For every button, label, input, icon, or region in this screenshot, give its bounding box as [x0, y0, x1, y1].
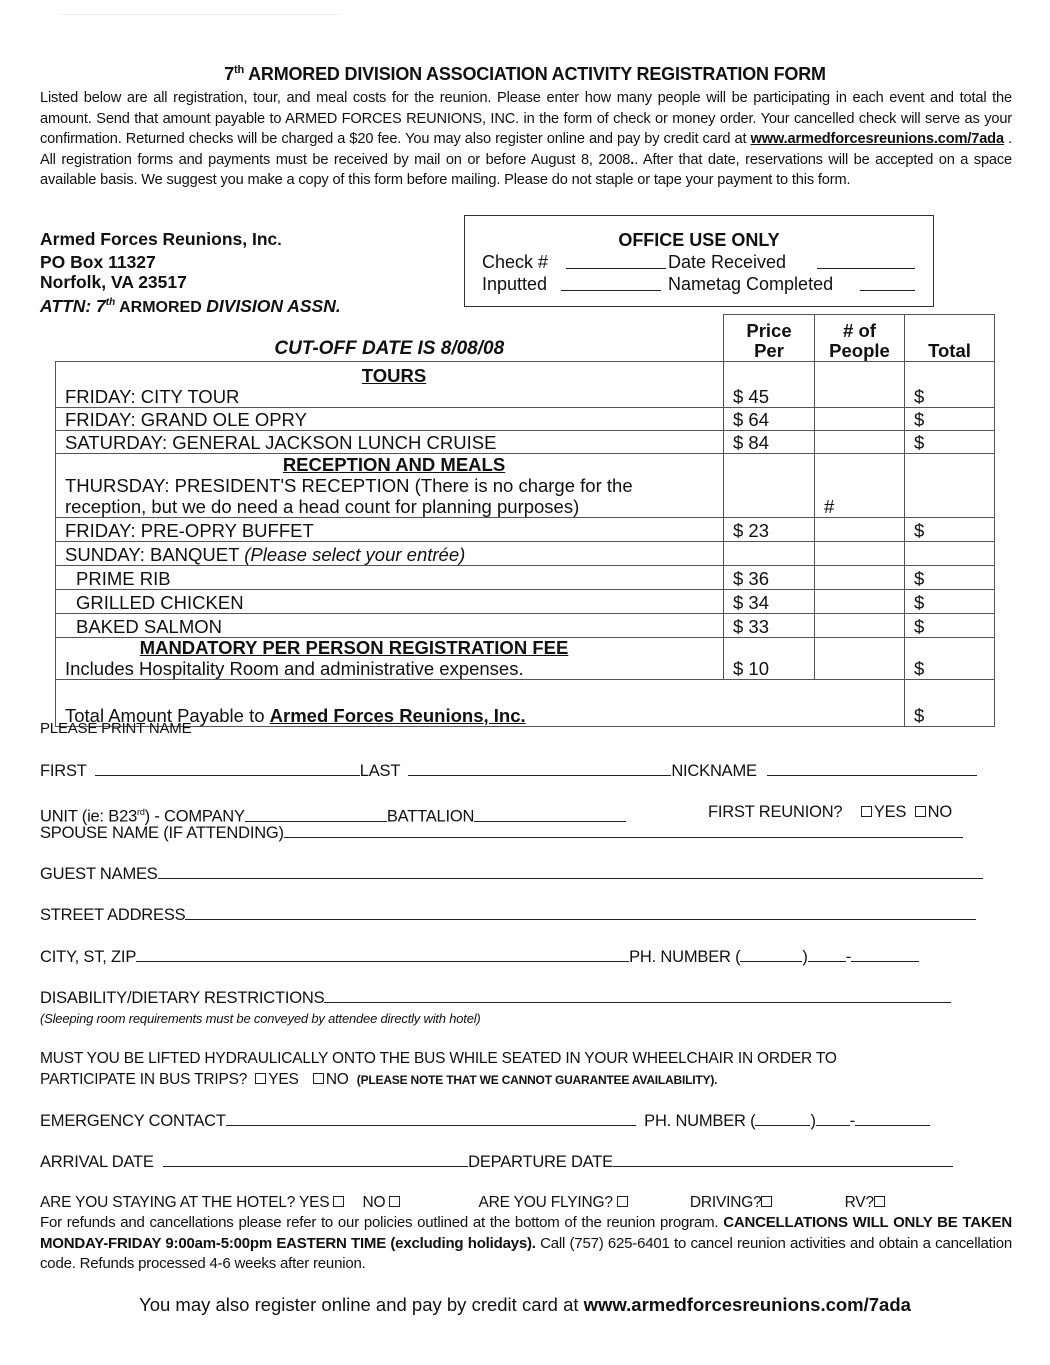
entree-label: PRIME RIB: [56, 566, 724, 590]
name-row: [40, 760, 977, 781]
disability-row: [40, 987, 951, 1008]
arrival-date-field[interactable]: [163, 1151, 468, 1167]
phone-label: PH. NUMBER (: [629, 948, 741, 966]
first-name-field[interactable]: [95, 760, 360, 776]
guest-names-field[interactable]: [158, 863, 983, 879]
tour-people-input[interactable]: [815, 408, 905, 431]
entree-people-input[interactable]: [815, 566, 905, 590]
sleeping-room-note: (Sleeping room requirements must be conveyed by attendee directly with hotel): [40, 1011, 481, 1026]
first-reunion-row: [708, 802, 952, 822]
tour-label: FRIDAY: CITY TOUR: [65, 386, 240, 407]
attn-prefix: ATTN: 7: [40, 295, 106, 316]
reception-line-1: THURSDAY: PRESIDENT'S RECEPTION (There is no charge for the: [65, 475, 633, 496]
col-people-header: [815, 315, 905, 362]
last-name-label: LAST: [359, 762, 400, 780]
city-row: [40, 946, 919, 967]
city-st-zip-label: CITY, ST, ZIP: [40, 948, 137, 966]
lift-question-line-2: [40, 1070, 717, 1090]
intro-text-3: . After that date, reservations will be accepted on a space available basis. We suggest you make a copy of this form before mailing. Please do not staple or tape your payment to this form.: [40, 151, 1012, 189]
refund-cancellation-hours: CANCELLATIONS WILL ONLY BE TAKEN MONDAY-FRIDAY 9:00am-5:00pm EASTERN TIME (excluding holidays).: [40, 1214, 1012, 1252]
battalion-label: BATTALION: [386, 807, 475, 826]
registration-table: [55, 314, 995, 727]
col-price-header: [724, 315, 815, 362]
hotel-question-label: ARE YOU STAYING AT THE HOTEL? YES: [40, 1194, 330, 1211]
departure-date-label: DEPARTURE DATE: [468, 1153, 613, 1171]
intro-period: .: [630, 151, 635, 168]
table-row: [56, 518, 995, 542]
dates-row: [40, 1151, 953, 1172]
buffet-total[interactable]: $: [905, 518, 995, 542]
attn-mid: ARMORED: [115, 298, 207, 316]
refund-policy: [40, 1213, 1012, 1275]
unit-label-prefix: UNIT (ie: B23: [40, 807, 138, 826]
grand-total-row: [56, 680, 995, 727]
entree-total[interactable]: $: [905, 614, 995, 638]
nickname-field[interactable]: [767, 760, 977, 776]
hotel-no-checkbox[interactable]: [389, 1196, 400, 1207]
banquet-note: (Please select your entrée): [244, 544, 466, 565]
disability-field[interactable]: [324, 987, 951, 1003]
office-row-2: [465, 273, 933, 295]
phone-prefix-field[interactable]: [808, 946, 846, 962]
entree-price: $ 34: [724, 590, 815, 614]
nickname-label: NICKNAME: [671, 762, 757, 780]
title-number: 7: [224, 64, 234, 84]
table-row: [56, 454, 995, 518]
street-address-field[interactable]: [185, 904, 976, 920]
travel-row: [40, 1193, 887, 1213]
driving-checkbox[interactable]: [761, 1196, 772, 1207]
fee-heading: MANDATORY PER PERSON REGISTRATION FEE: [139, 637, 569, 658]
fee-people-input[interactable]: [815, 638, 905, 680]
city-st-zip-field[interactable]: [136, 946, 629, 962]
tour-label: SATURDAY: GENERAL JACKSON LUNCH CRUISE: [56, 431, 724, 454]
grand-total-payee: Armed Forces Reunions, Inc.: [269, 705, 526, 726]
banquet-cell: [56, 542, 724, 566]
disability-label: DISABILITY/DIETARY RESTRICTIONS: [40, 989, 325, 1007]
phone-close-paren: ): [802, 948, 808, 966]
date-received-field[interactable]: [817, 251, 915, 269]
first-reunion-label: FIRST REUNION?: [708, 803, 843, 821]
entree-label: GRILLED CHICKEN: [56, 590, 724, 614]
inputted-field[interactable]: [561, 273, 661, 291]
emergency-contact-label: EMERGENCY CONTACT: [40, 1112, 226, 1130]
spouse-label: SPOUSE NAME (IF ATTENDING): [40, 824, 284, 842]
tour-total[interactable]: $: [905, 408, 995, 431]
col-price-line1: Price: [746, 320, 792, 341]
hotel-no-label: NO: [362, 1194, 386, 1211]
spouse-field[interactable]: [284, 822, 963, 838]
col-total-header: Total: [905, 315, 995, 362]
nametag-completed-label: Nametag Completed: [668, 274, 834, 294]
table-row: [56, 566, 995, 590]
col-people-line1: # of: [843, 320, 876, 341]
tour-price: $ 45: [724, 362, 815, 408]
tour-city-cell: [56, 362, 724, 408]
table-row: [56, 362, 995, 408]
office-row-1: [465, 251, 933, 273]
entree-label: BAKED SALMON: [56, 614, 724, 638]
arrival-date-label: ARRIVAL DATE: [40, 1153, 154, 1171]
fee-cell: [56, 638, 724, 680]
emergency-prefix-field[interactable]: [816, 1110, 850, 1126]
street-row: [40, 904, 976, 925]
inputted-label: Inputted: [482, 274, 548, 294]
table-row: [56, 638, 995, 680]
intro-website-link[interactable]: www.armedforcesreunions.com/7ada: [750, 131, 1004, 148]
title-sup: th: [234, 64, 244, 76]
reception-line-2: reception, but we do need a head count for planning purposes): [65, 496, 580, 517]
spouse-row: [40, 822, 963, 843]
flying-label: ARE YOU FLYING?: [478, 1194, 613, 1211]
footer-text: You may also register online and pay by credit card at: [139, 1294, 584, 1315]
first-reunion-yes-checkbox[interactable]: [861, 806, 872, 817]
refund-text-1: For refunds and cancellations please refer to our policies outlined at the bottom of the reunion program.: [40, 1214, 724, 1231]
fee-label: Includes Hospitality Room and administrative expenses.: [65, 658, 524, 679]
guest-names-label: GUEST NAMES: [40, 865, 158, 883]
attn-sup: th: [105, 296, 116, 308]
address-company: Armed Forces Reunions, Inc: [40, 229, 278, 249]
emergency-line-field[interactable]: [855, 1110, 930, 1126]
date-received-label: Date Received: [668, 252, 787, 272]
reception-people-input[interactable]: #: [815, 454, 905, 518]
banquet-price: [724, 542, 815, 566]
tour-people-input[interactable]: [815, 362, 905, 408]
meals-heading: RECEPTION AND MEALS: [282, 454, 506, 475]
intro-text-2: . All registration forms and payments must be received by mail on or before August 8, 2008: [40, 131, 1012, 168]
tours-heading: TOURS: [361, 365, 427, 386]
reception-total: [905, 454, 995, 518]
check-number-label: Check #: [482, 252, 549, 272]
phone-line-field[interactable]: [851, 946, 919, 962]
first-reunion-no-checkbox[interactable]: [915, 806, 926, 817]
tour-total[interactable]: $: [905, 362, 995, 408]
grand-total-value[interactable]: $: [905, 680, 995, 727]
company-field[interactable]: [245, 806, 387, 822]
col-price-line2: Per: [754, 340, 784, 361]
footer-website-link[interactable]: www.armedforcesreunions.com/7ada: [583, 1294, 911, 1315]
hotel-yes-checkbox[interactable]: [333, 1196, 344, 1207]
intro-text-1: Listed below are all registration, tour, and meal costs for the reunion. Please enter how many people will be participating in each event and total the amount. Send that amount payable to ARMED FORCES REUNIONS, INC. in the form of check or money order. Your cancelled check will serve as your confirmation. Returned checks will be charged a $20 fee. You may also register online and pay by credit card at: [40, 90, 1012, 148]
driving-label: DRIVING?: [689, 1194, 762, 1211]
phone-dash: -: [845, 948, 851, 966]
rv-label: RV?: [844, 1194, 874, 1211]
emergency-close-paren: ): [810, 1112, 816, 1130]
attn-end: DIVISION ASSN.: [206, 295, 341, 316]
rv-checkbox[interactable]: [874, 1196, 885, 1207]
table-row: [56, 614, 995, 638]
guest-row: [40, 863, 983, 884]
tour-total[interactable]: $: [905, 431, 995, 454]
intro-paragraph: [40, 88, 1012, 191]
emergency-contact-field[interactable]: [226, 1110, 636, 1126]
emergency-area-code-field[interactable]: [755, 1110, 810, 1126]
address-name: [40, 229, 341, 252]
reception-cell: [56, 454, 724, 518]
tour-price: $ 84: [724, 431, 815, 454]
address-suffix: .: [277, 232, 282, 249]
entree-people-input[interactable]: [815, 590, 905, 614]
address-city: Norfolk, VA 23517: [40, 272, 187, 292]
tour-label: FRIDAY: GRAND OLE OPRY: [56, 408, 724, 431]
col-people-line2: People: [829, 340, 890, 361]
address-po-box: PO Box 11327: [40, 251, 156, 272]
table-row: [56, 542, 995, 566]
lift-yes-label: YES: [268, 1071, 299, 1088]
lift-yes-checkbox[interactable]: [255, 1073, 266, 1084]
departure-date-field[interactable]: [613, 1151, 953, 1167]
lift-availability-note: (PLEASE NOTE THAT WE CANNOT GUARANTEE AVAILABILITY).: [356, 1073, 718, 1087]
last-name-field[interactable]: [408, 760, 671, 776]
buffet-label: FRIDAY: PRE-OPRY BUFFET: [56, 518, 724, 542]
nametag-completed-field[interactable]: [860, 273, 915, 291]
phone-area-code-field[interactable]: [740, 946, 802, 962]
flying-checkbox[interactable]: [617, 1196, 628, 1207]
first-reunion-yes-label: YES: [873, 803, 907, 821]
unit-sup: rd: [137, 807, 145, 817]
tour-people-input[interactable]: [815, 431, 905, 454]
tour-price: $ 64: [724, 408, 815, 431]
first-name-label: FIRST: [40, 762, 87, 780]
form-title: [0, 64, 1050, 85]
emergency-phone-label: PH. NUMBER (: [644, 1112, 756, 1130]
fee-price: $ 10: [724, 638, 815, 680]
buffet-price: $ 23: [724, 518, 815, 542]
emergency-dash: -: [849, 1112, 856, 1130]
entree-people-input[interactable]: [815, 614, 905, 638]
company-label: ) - COMPANY: [144, 807, 245, 826]
street-address-label: STREET ADDRESS: [40, 906, 186, 924]
emergency-row: [40, 1110, 930, 1131]
entree-price: $ 36: [724, 566, 815, 590]
grand-total-label: Total Amount Payable to: [65, 705, 270, 726]
table-header-row: [56, 315, 995, 362]
banquet-total: [905, 542, 995, 566]
lift-question-text: PARTICIPATE IN BUS TRIPS?: [40, 1071, 252, 1088]
cutoff-date: CUT-OFF DATE IS 8/08/08: [274, 338, 505, 359]
lift-question-line-1: MUST YOU BE LIFTED HYDRAULICALLY ONTO THE BUS WHILE SEATED IN YOUR WHEELCHAIR IN ORDER TO: [40, 1050, 837, 1067]
table-row: [56, 431, 995, 454]
title-text: ARMORED DIVISION ASSOCIATION ACTIVITY REGISTRATION FORM: [243, 64, 826, 84]
entree-total[interactable]: $: [905, 566, 995, 590]
office-use-heading: OFFICE USE ONLY: [618, 230, 780, 250]
battalion-field[interactable]: [474, 806, 626, 822]
entree-price: $ 33: [724, 614, 815, 638]
lift-no-label: NO: [325, 1071, 349, 1088]
refund-text-2: Call (757) 625-6401 to cancel reunion activities and obtain a cancellation code. Refunds processed 4-6 weeks after reunion.: [40, 1234, 1012, 1273]
banquet-people: [815, 542, 905, 566]
print-name-label: PLEASE PRINT NAME: [40, 720, 192, 737]
mailing-address: [40, 229, 341, 318]
office-use-box: [464, 215, 934, 307]
check-number-field[interactable]: [566, 251, 666, 269]
lift-no-checkbox[interactable]: [313, 1073, 324, 1084]
buffet-people-input[interactable]: [815, 518, 905, 542]
scan-artifact: [60, 14, 340, 15]
entree-total[interactable]: $: [905, 590, 995, 614]
banquet-label: SUNDAY: BANQUET: [65, 544, 245, 565]
table-row: [56, 590, 995, 614]
first-reunion-no-label: NO: [927, 803, 952, 821]
footer-note: [0, 1294, 1050, 1316]
table-row: [56, 408, 995, 431]
fee-total[interactable]: $: [905, 638, 995, 680]
reception-price: [724, 454, 815, 518]
